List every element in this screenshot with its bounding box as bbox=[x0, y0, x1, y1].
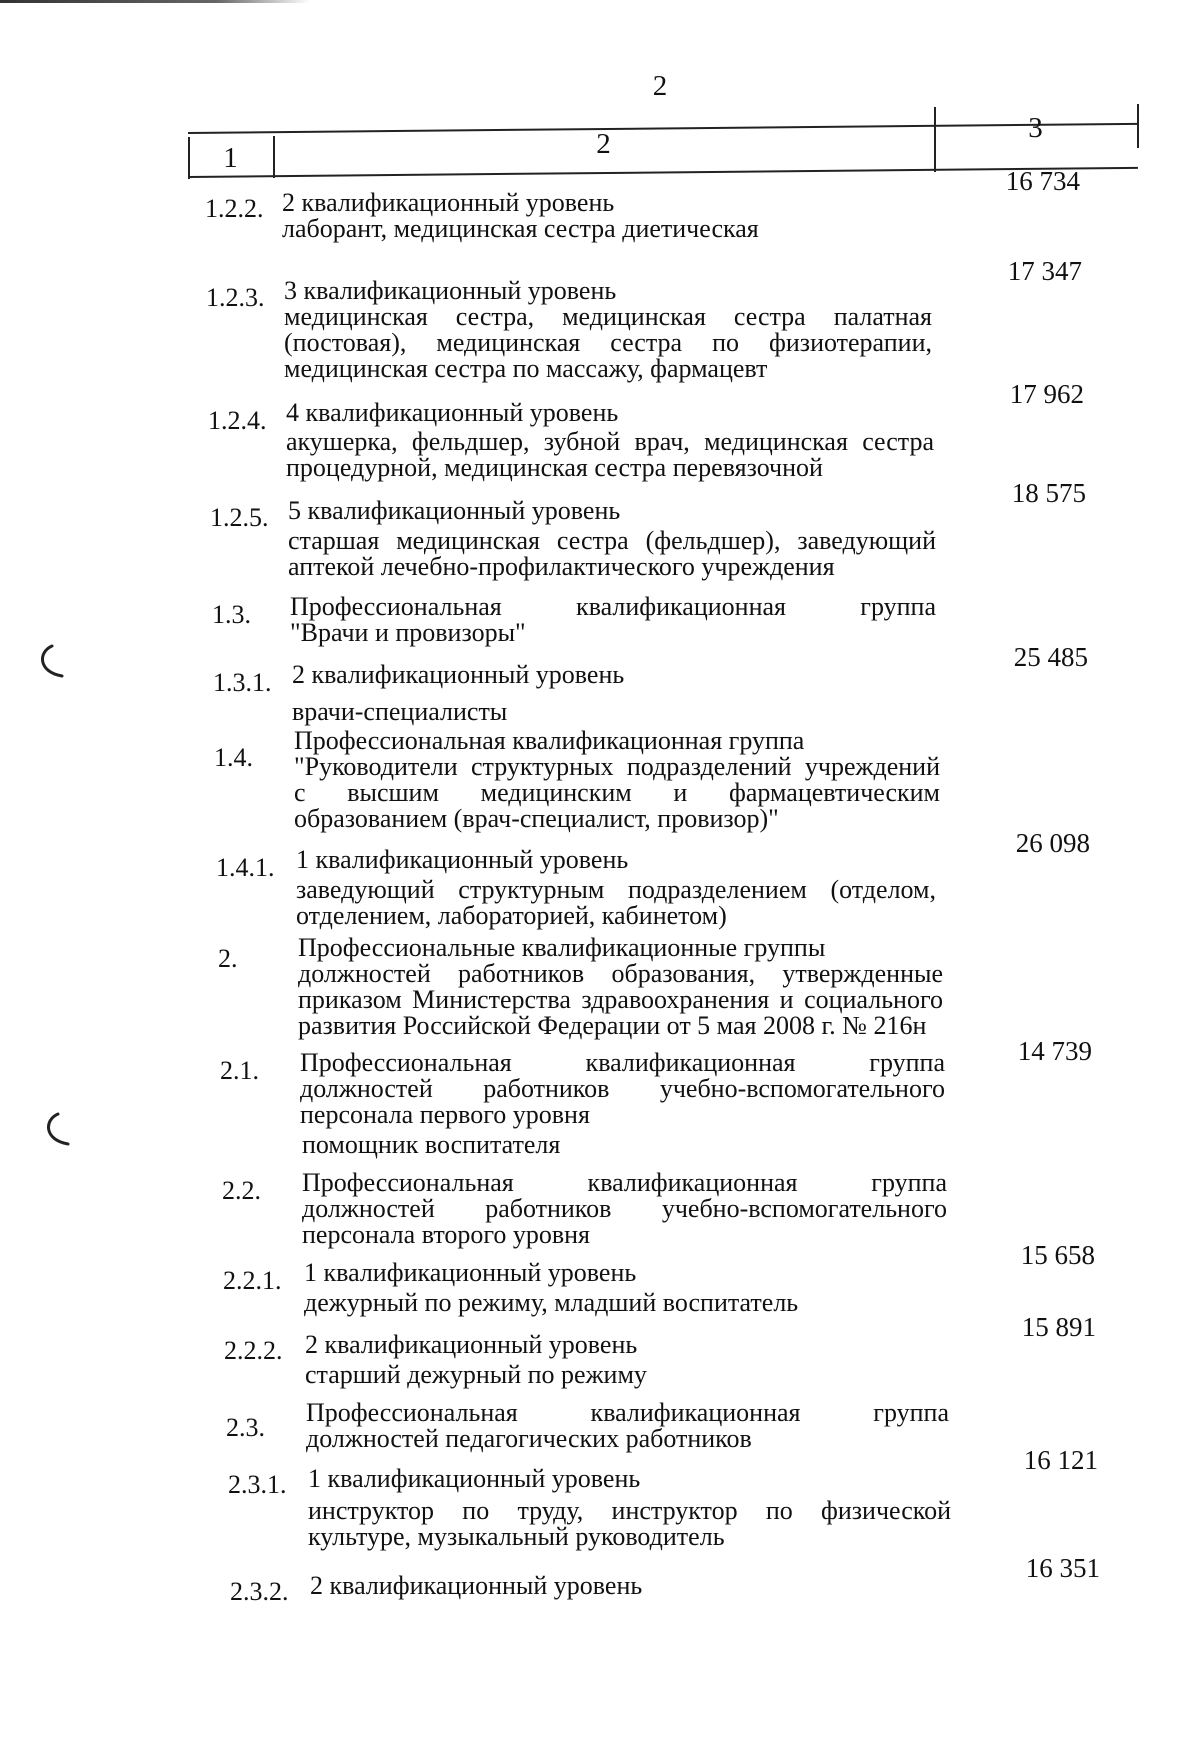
row-description: Профессиональная квалификационная группа должностей работников учебно-вспомогательного персонала второго уровня bbox=[302, 1168, 947, 1249]
row-value: 18 575 bbox=[1011, 478, 1086, 508]
row-description: Профессиональные квалификационные группы должностей работников образования, утвержденные приказом Министерства здравоохранения и социального развития Российской Федерации от 5 мая 2008 г. № 216н bbox=[298, 933, 943, 1040]
row-description: Профессиональная квалификационная группа должностей педагогических работников bbox=[306, 1398, 949, 1453]
row-value: 26 098 bbox=[1015, 828, 1090, 858]
row-number: 1.4. bbox=[214, 743, 253, 772]
header-col-2: 2 bbox=[596, 128, 611, 160]
row-value: 15 891 bbox=[1021, 1312, 1096, 1342]
row-value: 15 658 bbox=[1020, 1240, 1095, 1270]
row-number: 2.3. bbox=[226, 1413, 265, 1442]
header-col-3: 3 bbox=[1028, 112, 1043, 144]
row-value: 17 347 bbox=[1007, 256, 1082, 286]
row-number: 2.2.1. bbox=[223, 1266, 282, 1295]
row-value: 14 739 bbox=[1017, 1036, 1092, 1066]
row-number: 1.2.4. bbox=[208, 406, 267, 435]
row-description: медицинская сестра, медицинская сестра палатная (постовая), медицинская сестра по физиотерапии, медицинская сестра по массажу, фармацевт bbox=[284, 302, 932, 383]
row-title: 2 квалификационный уровень bbox=[292, 660, 625, 689]
page-number: 2 bbox=[652, 70, 668, 102]
row-number: 1.2.3. bbox=[206, 283, 265, 312]
row-description: старшая медицинская сестра (фельдшер), заведующий аптекой лечебно-профилактического учреждения bbox=[288, 526, 936, 581]
row-title: 3 квалификационный уровень bbox=[284, 276, 617, 305]
row-title: 1 квалификационный уровень bbox=[296, 845, 629, 874]
row-number: 2.3.1. bbox=[228, 1470, 287, 1499]
row-number: 1.3. bbox=[212, 600, 251, 629]
row-value: 25 485 bbox=[1013, 642, 1088, 672]
row-number: 2.2. bbox=[222, 1176, 261, 1205]
row-description: акушерка, фельдшер, зубной врач, медицинская сестра процедурной, медицинская сестра перевязочной bbox=[286, 427, 934, 482]
row-title: 2 квалификационный уровень bbox=[310, 1571, 643, 1600]
row-title: 2 квалификационный уровень bbox=[305, 1330, 638, 1359]
row-title: 5 квалификационный уровень bbox=[288, 496, 621, 525]
row-number: 1.4.1. bbox=[216, 853, 275, 882]
row-value: 16 351 bbox=[1025, 1553, 1100, 1583]
row-description: лаборант, медицинская сестра диетическая bbox=[282, 214, 759, 243]
row-description: Профессиональная квалификационная группа "Врачи и провизоры" bbox=[290, 592, 936, 647]
row-description: старший дежурный по режиму bbox=[305, 1360, 647, 1389]
row-description: дежурный по режиму, младший воспитатель bbox=[304, 1288, 799, 1317]
row-title: 4 квалификационный уровень bbox=[286, 398, 619, 427]
row-value: 16 121 bbox=[1023, 1445, 1098, 1475]
row-description: Профессиональная квалификационная группа "Руководители структурных подразделений учреждений с высшим медицинским и фармацевтическим образованием (врач-специалист, провизор)" bbox=[294, 726, 940, 833]
row-number: 2.3.2. bbox=[230, 1577, 289, 1606]
row-number: 2.2.2. bbox=[224, 1336, 283, 1365]
row-value: 16 734 bbox=[1005, 166, 1080, 196]
row-description: врачи-специалисты bbox=[292, 697, 508, 726]
row-value: 17 962 bbox=[1009, 379, 1084, 409]
row-number: 1.2.5. bbox=[210, 503, 269, 532]
row-title: 1 квалификационный уровень bbox=[308, 1464, 641, 1493]
row-extra: помощник воспитателя bbox=[302, 1130, 561, 1159]
row-number: 1.2.2. bbox=[205, 194, 264, 223]
row-number: 2. bbox=[218, 944, 238, 973]
row-number: 1.3.1. bbox=[213, 668, 272, 697]
row-title: 2 квалификационный уровень bbox=[282, 188, 615, 217]
row-title: 1 квалификационный уровень bbox=[304, 1258, 637, 1287]
row-number: 2.1. bbox=[220, 1056, 259, 1085]
row-description: заведующий структурным подразделением (отделом, отделением, лабораторией, кабинетом) bbox=[296, 875, 936, 930]
row-description: инструктор по труду, инструктор по физической культуре, музыкальный руководитель bbox=[308, 1496, 951, 1551]
header-col-1: 1 bbox=[223, 142, 238, 174]
row-description: Профессиональная квалификационная группа должностей работников учебно-вспомогательного персонала первого уровня bbox=[300, 1048, 945, 1129]
